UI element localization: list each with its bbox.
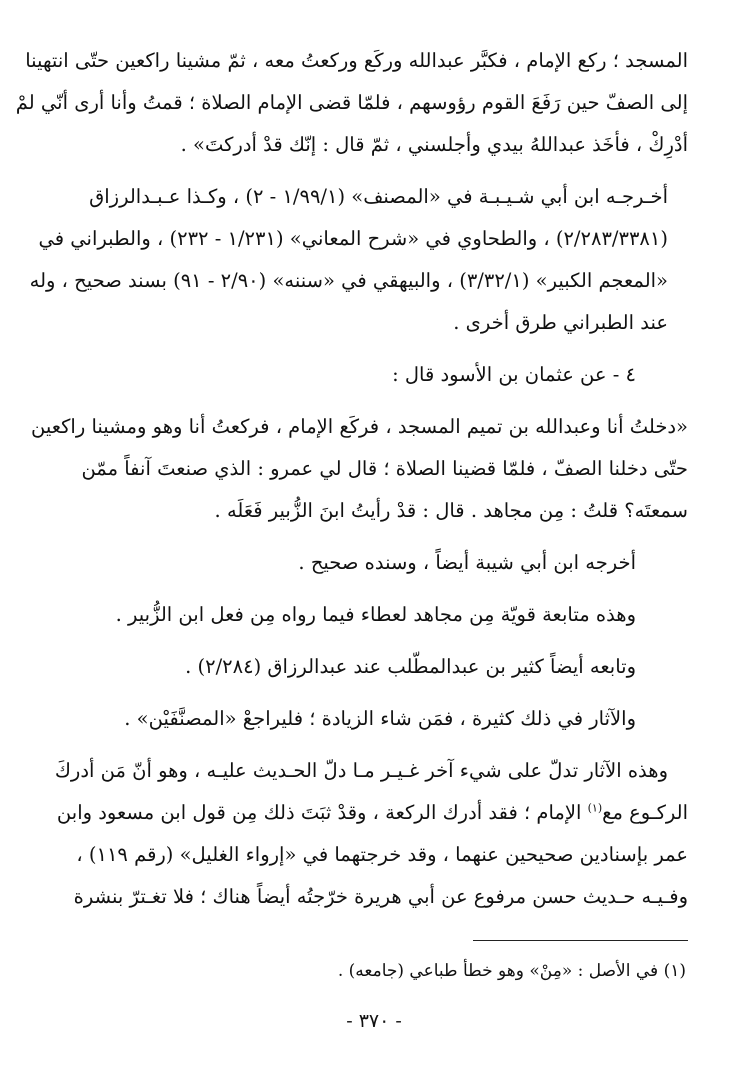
text-line: (٢/٢٨٣/٣٣٨١) ، والطحاوي في «شرح المعاني» (١/٢٣١ - ٢٣٢) ، والطبراني في — [38, 227, 668, 250]
paragraph-athar — [60, 698, 688, 740]
text-line: وفـيـه حـديث حسن مرفوع عن أبي هريرة خرّجتُه أيضاً هناك ؛ فلا تغـترّ بنشرة — [73, 885, 688, 908]
text-line: أخـرجـه ابن أبي شـيـبـة في «المصنف» (١/٩٩/١ - ٢) ، وكـذا عـبـدالرزاق — [89, 185, 668, 208]
text-line: «المعجم الكبير» (٣/٣٢/١) ، والبيهقي في «سننه» (٢/٩٠ - ٩١) بسند صحيح ، وله — [29, 269, 668, 292]
text-line: إلى الصفّ حين رَفَعَ القوم رؤوسهم ، فلمّا قضى الإمام الصلاة ؛ قمتُ وأنا أرى أنّي لمْ — [15, 91, 688, 114]
text-line: أدْرِكْ ، فأخَذ عبداللهُ بيدي وأجلسني ، ثمّ قال : إنّك قدْ أدركتَ» . — [180, 133, 688, 156]
paragraph-heading-uthman — [60, 354, 688, 396]
paragraph-narration-end — [15, 40, 688, 166]
paragraph-mutabaah — [60, 594, 688, 636]
text-line: حتّى دخلنا الصفّ ، فلمّا قضينا الصلاة ؛ قال لي عمرو : الذي صنعتَ آنفاً ممّن — [81, 457, 688, 480]
paragraph-kathir — [60, 646, 688, 688]
page-body — [15, 40, 688, 918]
text-line: عند الطبراني طرق أخرى . — [453, 311, 668, 334]
text-line: أخرجه ابن أبي شيبة أيضاً ، وسنده صحيح . — [298, 551, 636, 574]
text-segment: الركـوع مع — [602, 801, 688, 824]
text-line: والآثار في ذلك كثيرة ، فمَن شاء الزيادة ؛ فليراجعْ «المصنَّفَيْن» . — [124, 707, 636, 730]
text-line — [56, 792, 688, 834]
text-line: ٤ - عن عثمان بن الأسود قال : — [392, 363, 636, 386]
text-line: عمر بإسنادين صحيحين عنهما ، وقد خرجتهما في «إرواء الغليل» (رقم ١١٩) ، — [76, 843, 688, 866]
text-segment: الإمام ؛ فقد أدرك الركعة ، وقدْ ثبَتَ ذلك مِن قول ابن مسعود وابن — [56, 801, 582, 824]
paragraph-conclusion — [54, 750, 688, 918]
page-number: - ٣٧٠ - — [346, 1010, 402, 1032]
text-line: وهذه الآثار تدلّ على شيء آخر غـيـر مـا دلّ الحـديث عليـه ، وهو أنّ مَن أدركَ — [54, 759, 668, 782]
text-line: المسجد ؛ ركع الإمام ، فكبَّر عبدالله وركَع وركعتُ معه ، ثمّ مشينا راكعين حتّى انتهينا — [25, 49, 688, 72]
paragraph-narration-uthman — [31, 406, 688, 532]
text-line: وهذه متابعة قويّة مِن مجاهد لعطاء فيما رواه مِن فعل ابن الزُّبير . — [115, 603, 636, 626]
footnote-divider — [473, 940, 688, 941]
text-line: سمعتَه؟ قلتُ : مِن مجاهد . قال : قدْ رأيتُ ابنَ الزُّبير فَعَلَه . — [214, 499, 688, 522]
text-line: «دخلتُ أنا وعبدالله بن تميم المسجد ، فركَع الإمام ، فركعتُ أنا وهو ومشينا راكعين — [31, 415, 688, 438]
footnote: (١) في الأصل : «مِنْ» وهو خطأ طباعي (جامعه) . — [337, 961, 686, 981]
paragraph-ibn-abi-shayba — [60, 542, 688, 584]
footnote-marker: (١) — [587, 801, 603, 815]
paragraph-takhrij — [29, 176, 688, 344]
text-line: وتابعه أيضاً كثير بن عبدالمطّلب عند عبدالرزاق (٢/٢٨٤) . — [185, 655, 636, 678]
